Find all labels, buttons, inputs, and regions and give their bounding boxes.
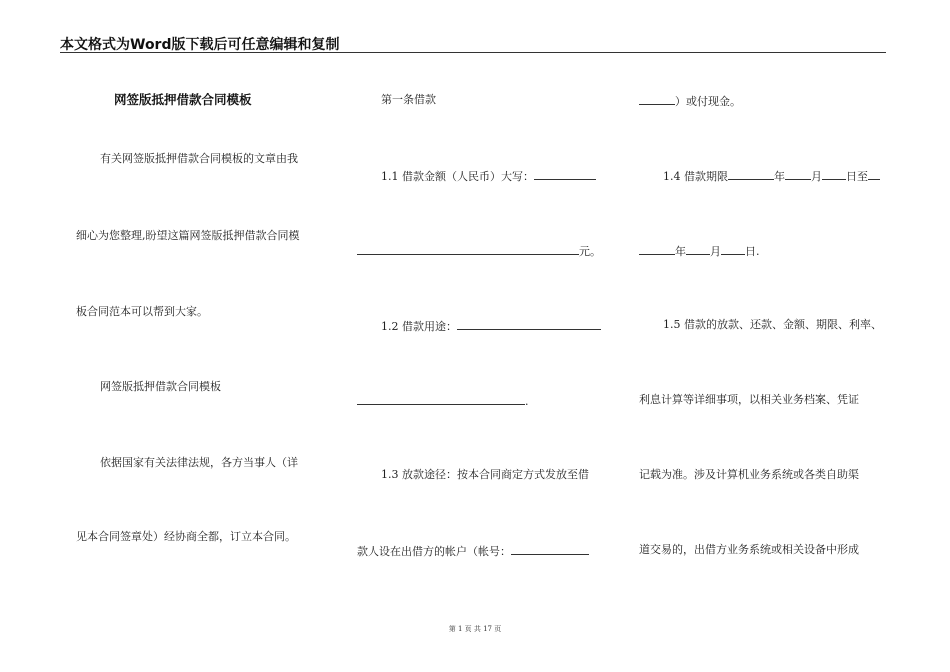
loan-term-continued <box>639 243 760 259</box>
loan-purpose-continued <box>357 393 529 409</box>
term-day-to: 日至 <box>846 170 868 183</box>
paragraph-line: 利息计算等详细事项，以相关业务档案、凭证 <box>639 393 859 406</box>
paragraph-line: 有关网签版抵押借款合同模板的文章由我 <box>100 152 298 165</box>
account-blank <box>511 543 589 555</box>
loan-amount-blank-long <box>357 243 579 255</box>
loan-purpose-blank-long <box>357 393 525 405</box>
page-number-footer: 第 1 页 共 17 页 <box>448 625 502 633</box>
loan-term-line <box>663 168 880 184</box>
term-end-year-blank-start <box>868 168 880 180</box>
paragraph-line: 1.5 借款的放款、还款、金额、期限、利率、 <box>663 318 882 331</box>
paragraph-line: 道交易的，出借方业务系统或相关设备中形成 <box>639 543 859 556</box>
disbursement-account-line <box>357 543 589 559</box>
term-day-blank <box>822 168 846 180</box>
disbursement-line: 1.3 放款途径：按本合同商定方式发放至借 <box>381 468 589 481</box>
loan-amount-blank <box>534 168 596 180</box>
term-end-year-blank <box>639 243 675 255</box>
paragraph-line: 细心为您整理,盼望这篇网签版抵押借款合同模 <box>76 229 300 242</box>
loan-amount-continued <box>357 243 601 259</box>
paragraph-line: 网签版抵押借款合同模板 <box>100 380 221 393</box>
paragraph-line: 记载为准。涉及计算机业务系统或各类自助渠 <box>639 468 859 481</box>
account-blank-end <box>639 93 675 105</box>
term2-year: 年 <box>675 245 686 258</box>
column-2 <box>357 0 603 672</box>
term-year: 年 <box>774 170 785 183</box>
paragraph-line: 板合同范本可以帮到大家。 <box>76 305 208 318</box>
paragraph-line: 依据国家有关法律法规，各方当事人（详 <box>100 456 298 469</box>
loan-purpose-label: 1.2 借款用途： <box>381 320 457 333</box>
term-month-blank <box>785 168 811 180</box>
amount-suffix: 元。 <box>579 245 601 258</box>
purpose-end: . <box>525 395 529 408</box>
paragraph-line: 见本合同签章处）经协商全都，订立本合同。 <box>76 530 296 543</box>
term2-day: 日. <box>745 245 760 258</box>
term-label: 1.4 借款期限 <box>663 170 728 183</box>
header-title: 本文格式为Word版下载后可任意编辑和复制 <box>60 37 340 53</box>
term-end-day-blank <box>721 243 745 255</box>
loan-amount-line <box>381 168 596 184</box>
document-title: 网签版抵押借款合同模板 <box>114 92 252 107</box>
loan-purpose-line <box>381 318 601 334</box>
column-3 <box>639 0 885 672</box>
term-end-month-blank <box>686 243 710 255</box>
loan-purpose-blank <box>457 318 601 330</box>
term-month: 月 <box>811 170 822 183</box>
term2-month: 月 <box>710 245 721 258</box>
account-label: 款人设在出借方的帐户（帐号： <box>357 545 511 558</box>
cash-line <box>639 93 741 109</box>
term-year-blank <box>728 168 774 180</box>
section-heading: 第一条借款 <box>381 93 436 106</box>
cash-text: ）或付现金。 <box>675 95 741 108</box>
column-1 <box>76 0 324 672</box>
loan-amount-label: 1.1 借款金额（人民币）大写： <box>381 170 534 183</box>
